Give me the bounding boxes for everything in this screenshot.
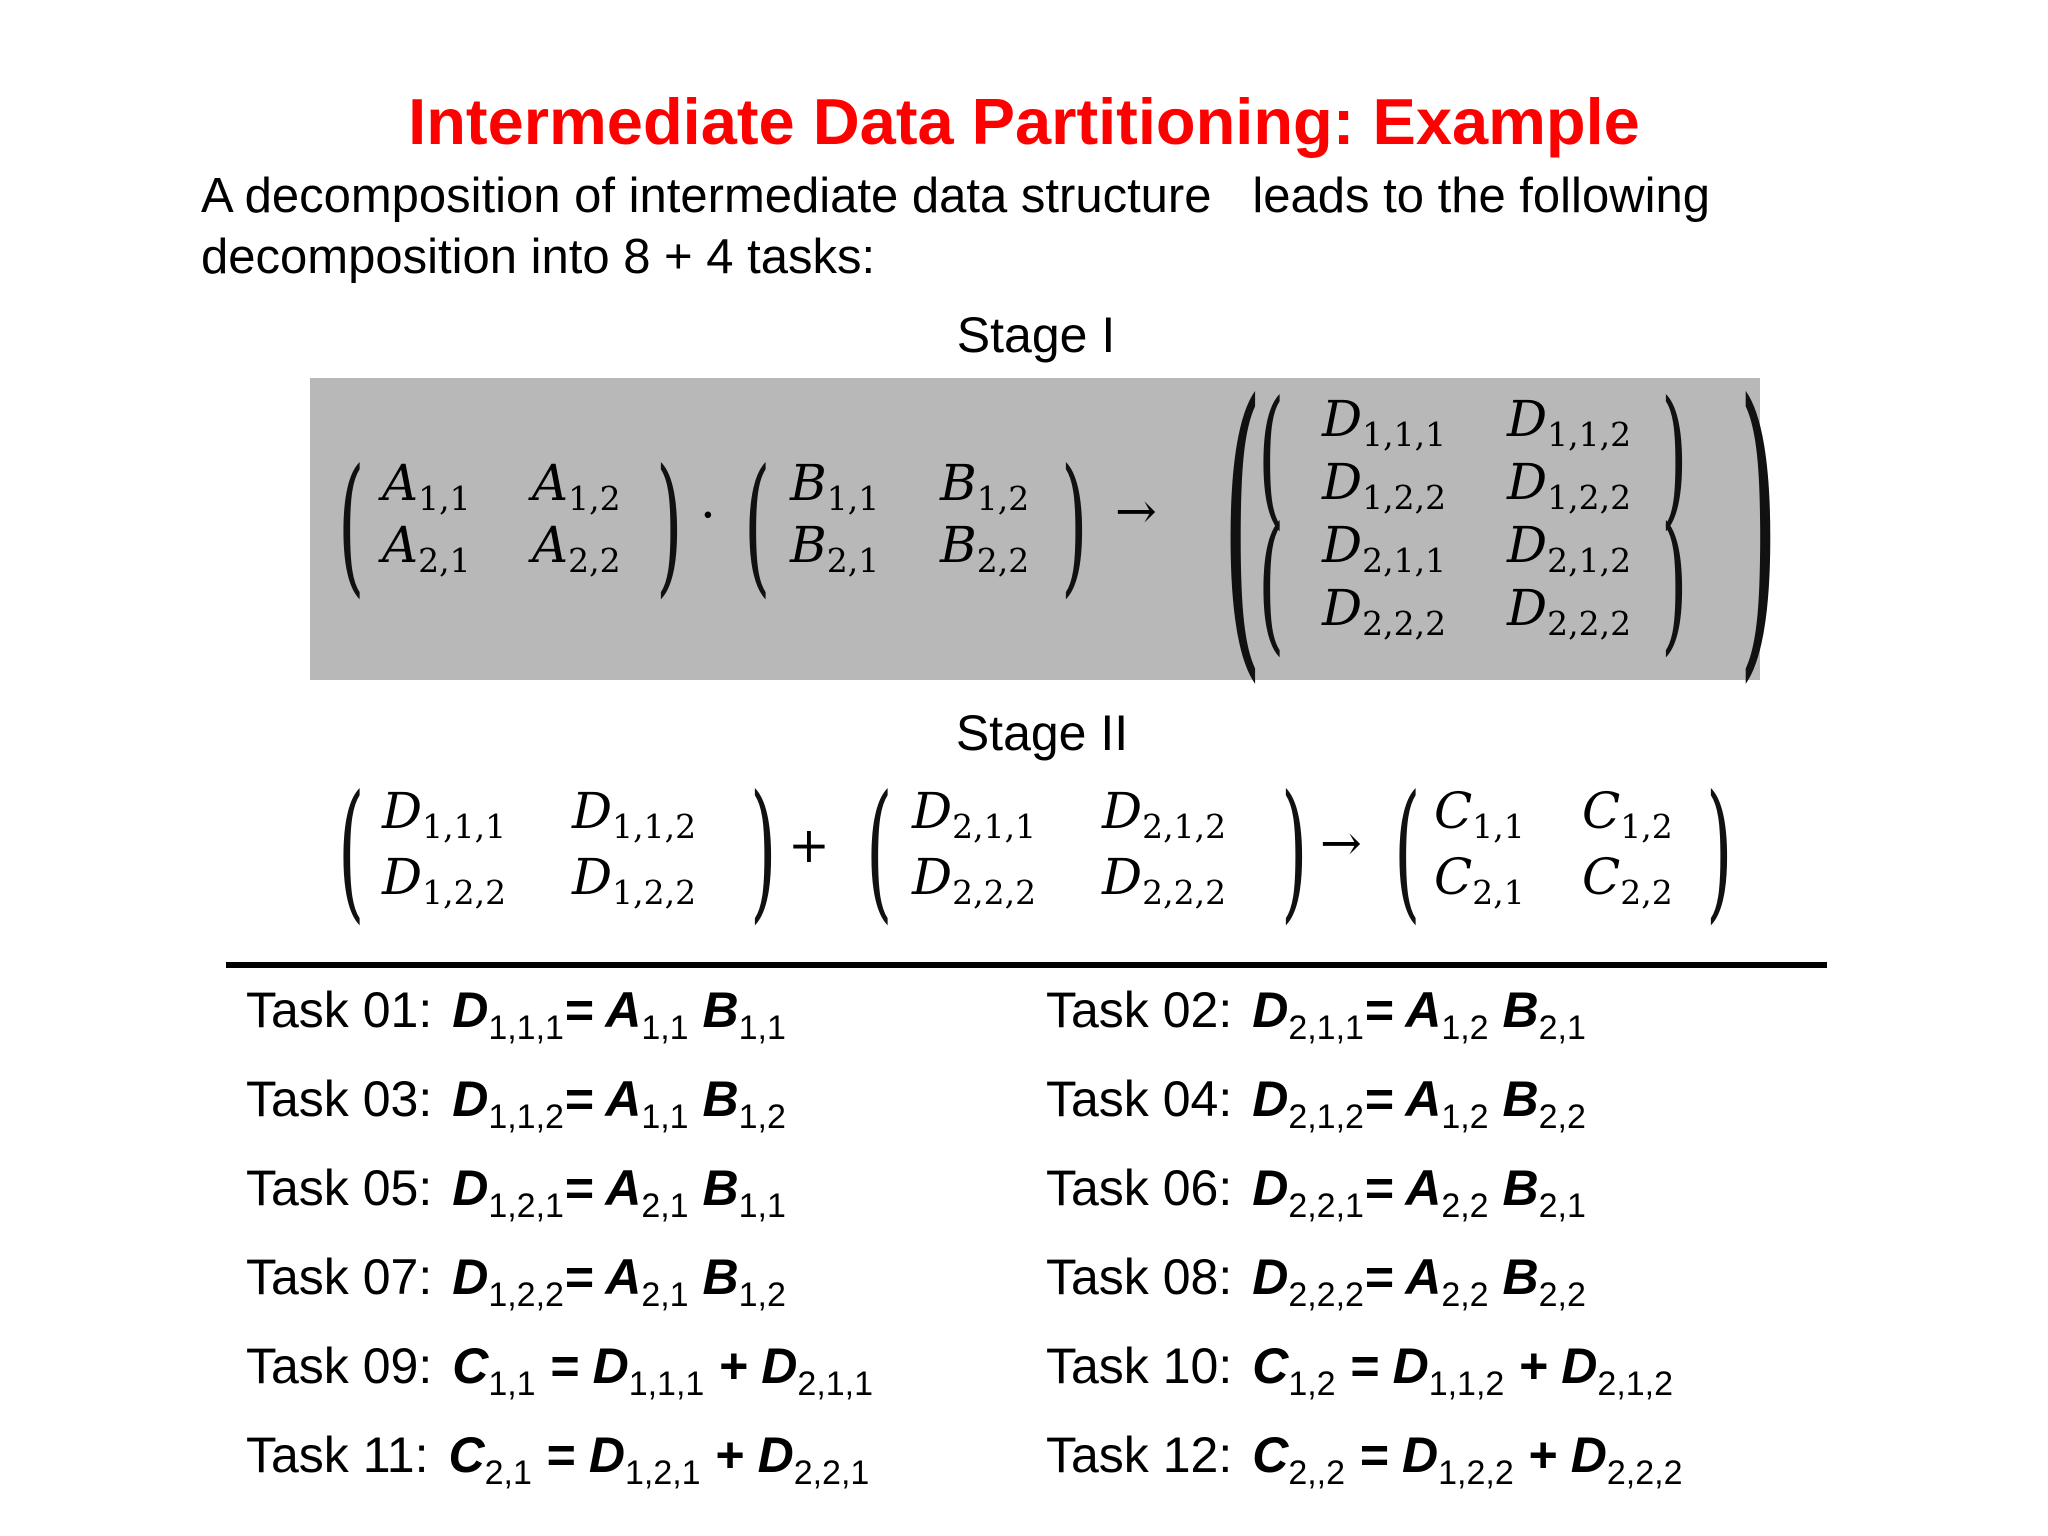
matrix-d-cell: $D_{1,2,2}$ xyxy=(1322,453,1447,517)
slide-title: Intermediate Data Partitioning: Example xyxy=(408,85,1640,158)
task-row xyxy=(1046,980,1586,1058)
left-paren: ( xyxy=(866,764,893,938)
matrix-d2-cell: $D_{2,2,2}$ xyxy=(912,848,1037,912)
matrix-d-cell: $D_{2,2,2}$ xyxy=(1507,579,1632,643)
matrix-c-cell: $C_{2,2}$ xyxy=(1582,848,1673,912)
task-equation: $D_{1,1,1}= A_{1,1}$ $B_{1,1}$ xyxy=(452,982,786,1047)
right-paren: ) xyxy=(1281,764,1308,938)
task-row xyxy=(246,1069,786,1147)
plus-sign: + xyxy=(788,816,830,874)
stage-1-label: Stage I xyxy=(956,307,1116,363)
matrix-d2-cell: $D_{2,2,2}$ xyxy=(1102,848,1227,912)
outer-left-paren: ( xyxy=(1222,338,1263,710)
matrix-d2-cell: $D_{2,1,2}$ xyxy=(1102,782,1227,846)
right-paren: ) xyxy=(1061,438,1088,612)
divider-rule xyxy=(226,962,1827,968)
task-equation: $D_{2,2,1}= A_{2,2}$ $B_{2,1}$ xyxy=(1252,1160,1586,1225)
matrix-d-cell: $D_{1,2,2}$ xyxy=(1507,453,1632,517)
right-paren: ) xyxy=(1706,764,1733,938)
task-equation: $D_{2,2,2}= A_{2,2}$ $B_{2,2}$ xyxy=(1252,1249,1586,1314)
intro-text xyxy=(201,166,1901,288)
intro-line-2: decomposition into 8 + 4 tasks: xyxy=(201,230,876,284)
task-label: Task 03: xyxy=(246,1071,433,1127)
matrix-d1-cell: $D_{1,1,1}$ xyxy=(382,782,507,846)
task-equation: $C_{1,2} = D_{1,1,2} + D_{2,1,2}$ xyxy=(1252,1338,1674,1403)
maps-to-arrow: → xyxy=(1115,482,1157,540)
matrix-a-cell: $A_{1,1}$ xyxy=(382,454,471,518)
task-equation: $D_{1,2,2}= A_{2,1}$ $B_{1,2}$ xyxy=(452,1249,786,1314)
task-row xyxy=(246,1158,786,1236)
matrix-b-cell: $B_{2,2}$ xyxy=(940,516,1030,580)
task-label: Task 05: xyxy=(246,1160,433,1216)
task-label: Task 12: xyxy=(1046,1427,1233,1483)
stage-2-label: Stage II xyxy=(955,705,1129,761)
task-equation: $D_{1,2,1}= A_{2,1}$ $B_{1,1}$ xyxy=(452,1160,786,1225)
matrix-b-cell: $B_{1,1}$ xyxy=(790,454,880,518)
task-equation: $C_{2,,2} = D_{1,2,2} + D_{2,2,2}$ xyxy=(1252,1427,1683,1492)
matrix-a-cell: $A_{2,2}$ xyxy=(532,516,621,580)
right-paren: ) xyxy=(1661,496,1688,670)
task-row xyxy=(246,1247,786,1325)
task-label: Task 01: xyxy=(246,982,433,1038)
matrix-d-cell: $D_{2,2,2}$ xyxy=(1322,579,1447,643)
task-label: Task 06: xyxy=(1046,1160,1233,1216)
matrix-d-cell: $D_{1,1,1}$ xyxy=(1322,390,1447,454)
stage-2-formula xyxy=(310,764,1760,938)
matrix-c-cell: $C_{1,2}$ xyxy=(1582,782,1673,846)
left-paren: ( xyxy=(1394,764,1421,938)
outer-right-paren: ) xyxy=(1738,338,1779,710)
task-row xyxy=(246,1425,869,1503)
task-equation: $D_{2,1,1}= A_{1,2}$ $B_{2,1}$ xyxy=(1252,982,1586,1047)
matrix-c-cell: $C_{1,1}$ xyxy=(1434,782,1525,846)
task-row xyxy=(1046,1425,1682,1503)
right-paren: ) xyxy=(1661,370,1688,544)
matrix-d-cell: $D_{1,1,2}$ xyxy=(1507,390,1632,454)
matrix-d2-cell: $D_{2,1,1}$ xyxy=(912,782,1037,846)
task-label: Task 07: xyxy=(246,1249,433,1305)
maps-to-arrow: → xyxy=(1320,814,1362,872)
matrix-b-cell: $B_{2,1}$ xyxy=(790,516,880,580)
task-row xyxy=(246,1336,873,1414)
right-paren: ) xyxy=(750,764,777,938)
matrix-a-cell: $A_{1,2}$ xyxy=(532,454,621,518)
matrix-b-cell: $B_{1,2}$ xyxy=(940,454,1030,518)
left-paren: ( xyxy=(1258,496,1285,670)
task-label: Task 02: xyxy=(1046,982,1233,1038)
task-row xyxy=(246,980,786,1058)
left-paren: ( xyxy=(744,438,771,612)
matrix-a-cell: $A_{2,1}$ xyxy=(382,516,471,580)
right-paren: ) xyxy=(656,438,683,612)
matrix-d1-cell: $D_{1,2,2}$ xyxy=(382,848,507,912)
task-equation: $D_{1,1,2}= A_{1,1}$ $B_{1,2}$ xyxy=(452,1071,786,1136)
task-label: Task 04: xyxy=(1046,1071,1233,1127)
task-label: Task 11: xyxy=(246,1427,429,1483)
task-label: Task 09: xyxy=(246,1338,433,1394)
intro-line-1: A decomposition of intermediate data structure leads to the following xyxy=(201,169,1710,223)
matrix-d1-cell: $D_{1,1,2}$ xyxy=(572,782,697,846)
task-row xyxy=(1046,1158,1586,1236)
left-paren: ( xyxy=(338,438,365,612)
task-equation: $C_{2,1} = D_{1,2,1} + D_{2,2,1}$ xyxy=(448,1427,870,1492)
stage-1-formula-panel xyxy=(310,338,1779,710)
task-label: Task 10: xyxy=(1046,1338,1233,1394)
matrix-d-cell: $D_{2,1,1}$ xyxy=(1322,516,1447,580)
task-row xyxy=(1046,1069,1586,1147)
task-equation: $C_{1,1} = D_{1,1,1} + D_{2,1,1}$ xyxy=(452,1338,874,1403)
matrix-d1-cell: $D_{1,2,2}$ xyxy=(572,848,697,912)
left-paren: ( xyxy=(338,764,365,938)
task-row xyxy=(1046,1336,1673,1414)
matrix-d-cell: $D_{2,1,2}$ xyxy=(1507,516,1632,580)
task-row xyxy=(1046,1247,1586,1325)
left-paren: ( xyxy=(1258,370,1285,544)
multiply-dot: · xyxy=(700,486,716,544)
task-label: Task 08: xyxy=(1046,1249,1233,1305)
matrix-c-cell: $C_{2,1}$ xyxy=(1434,848,1525,912)
task-equation: $D_{2,1,2}= A_{1,2}$ $B_{2,2}$ xyxy=(1252,1071,1586,1136)
